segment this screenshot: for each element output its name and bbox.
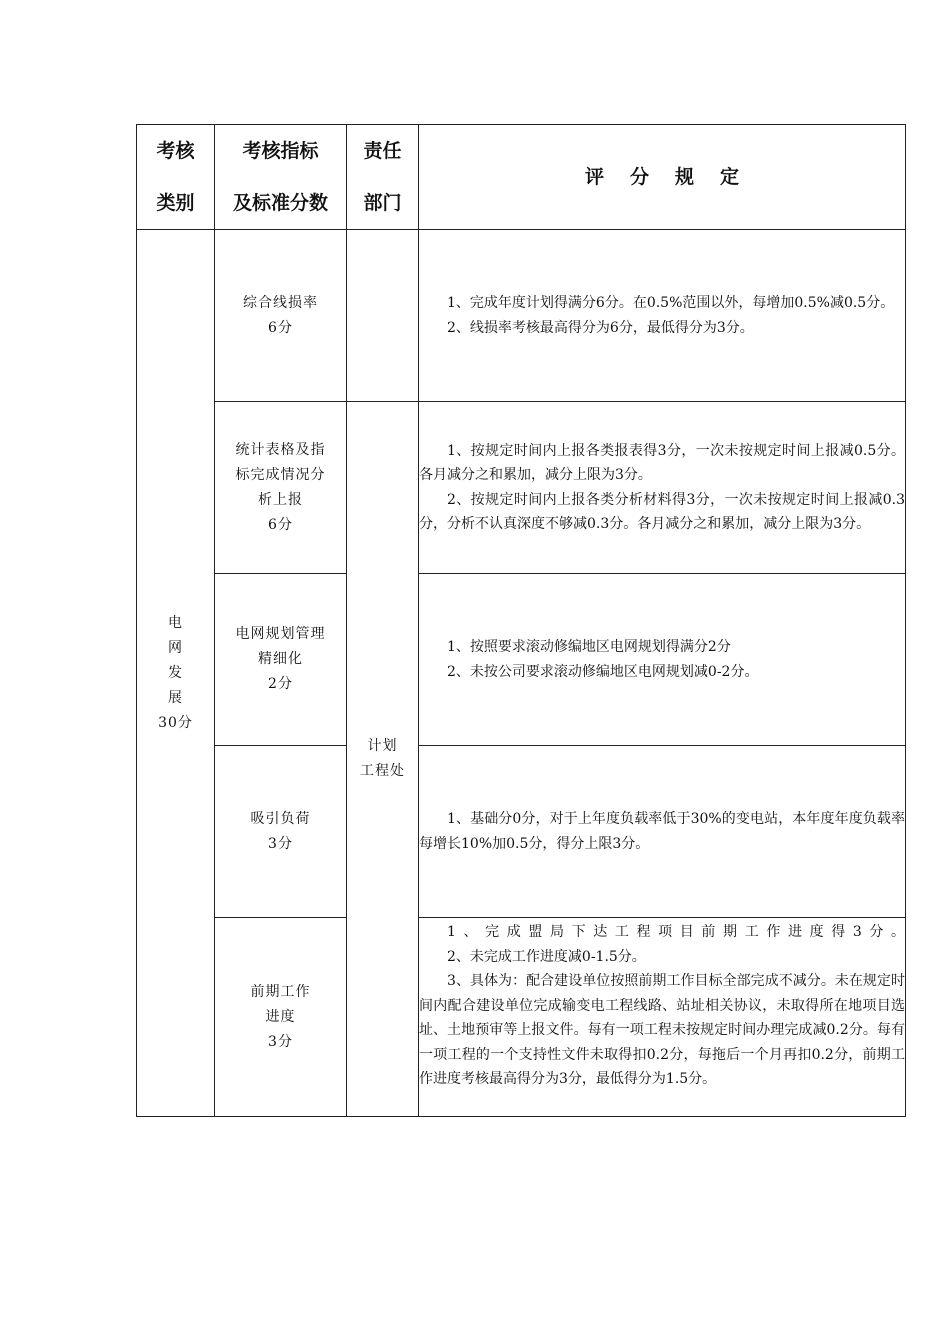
indicator-score: 3分 [268,835,293,852]
rule-text: 1、基础分0分，对于上年度负载率低于30%的变电站，本年度年度负载率每增长10%加0.5分，得分上限3分。 [419,811,905,852]
indicator-name: 前期工作 [250,983,311,1000]
rules-cell [419,746,906,918]
table-row [137,402,906,574]
department-cell-empty [347,230,419,402]
assessment-table [136,124,906,1117]
table-row [137,230,906,402]
header-department [347,125,419,230]
indicator-cell [215,574,347,746]
header-department-line: 部门 [363,192,402,214]
rule-text: 1、按照要求滚动修编地区电网规划得满分2分 [447,639,731,655]
rule-text: 1、按规定时间内上报各类报表得3分，一次未按规定时间上报减0.5分。各月减分之和累加，减分上限为3分。 [419,442,905,483]
rule-text: 2、按规定时间内上报各类分析材料得3分，一次未按规定时间上报减0.3分，分析不认真深度不够减0.3分。各月减分之和累加，减分上限为3分。 [419,491,905,532]
table-row [137,746,906,918]
rule-text: 2、线损率考核最高得分为6分，最低得分为3分。 [447,319,754,336]
indicator-score: 6分 [268,319,293,336]
rule-text: 3、具体为：配合建设单位按照前期工作目标全部完成不减分。未在规定时间内配合建设单位完成输变电工程线路、站址相关协议，未取得所在地项目选址、土地预审等上报文件。每有一项工程未按规定时间办理完成减0.2分。每有一项工程的一个支持性文件未取得扣0.2分，每拖后一个月再扣0.2分，前期工作进度考核最高得分为3分，最低得分为1.5分。 [419,973,905,1087]
category-text: 电 [168,614,183,631]
header-rules: 评分规定 [419,125,906,230]
rule-text: 1、完成盟局下达工程项目前期工作进度得3分。 [447,924,905,940]
department-text: 计划 [367,738,398,754]
rules-cell [419,230,906,402]
indicator-name: 析上报 [258,491,303,508]
header-row [137,125,906,230]
header-department-line: 责任 [363,140,402,162]
indicator-score: 6分 [268,516,293,533]
indicator-score: 2分 [268,676,293,692]
table-row [137,574,906,746]
rules-cell [419,402,906,574]
header-category-line: 考核 [156,140,195,162]
category-text: 展 [168,689,183,706]
indicator-cell [215,402,347,574]
header-indicator-line: 考核指标 [242,140,319,162]
category-text: 网 [168,639,183,656]
indicator-cell [215,746,347,918]
category-cell [137,230,215,1117]
indicator-name: 统计表格及指 [235,441,326,458]
indicator-name: 标完成情况分 [235,466,326,483]
rules-cell [419,918,906,1117]
header-indicator [215,125,347,230]
header-category [137,125,215,230]
table-row [137,918,906,1117]
indicator-score: 3分 [268,1033,293,1050]
rule-text: 1、完成年度计划得满分6分。在0.5%范围以外，每增加0.5%减0.5分。 [447,295,895,311]
indicator-cell [215,918,347,1117]
indicator-name: 进度 [265,1008,296,1025]
indicator-name: 电网规划管理 [235,626,326,642]
department-text: 工程处 [360,763,405,779]
category-text: 发 [168,664,183,681]
header-indicator-line: 及标准分数 [232,192,328,214]
rule-text: 2、未按公司要求滚动修编地区电网规划减0-2分。 [447,663,759,680]
indicator-cell [215,230,347,402]
rule-text: 2、未完成工作进度减0-1.5分。 [447,948,646,965]
indicator-name: 精细化 [258,651,303,667]
department-cell [347,402,419,1117]
rules-cell [419,574,906,746]
header-category-line: 类别 [156,192,195,214]
indicator-name: 吸引负荷 [250,810,311,827]
indicator-name: 综合线损率 [243,294,318,311]
category-score: 30分 [158,714,193,731]
